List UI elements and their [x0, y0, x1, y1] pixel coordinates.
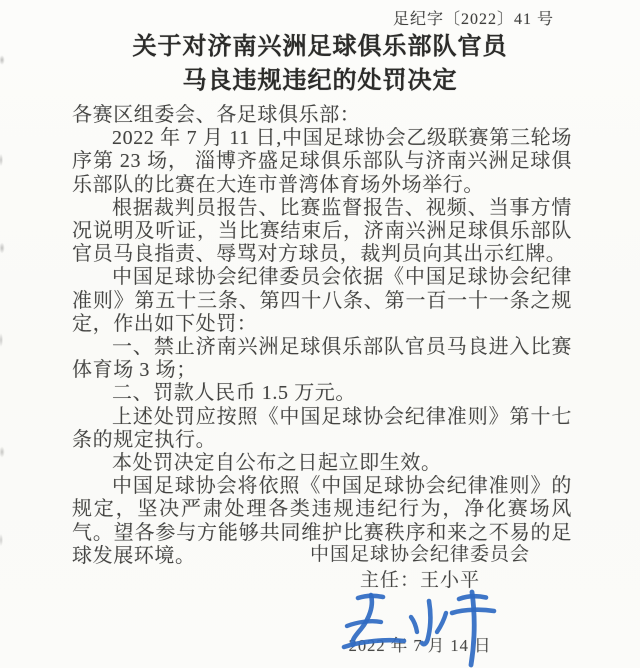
document-title-line-2: 马良违规违纪的处罚决定: [182, 68, 458, 94]
scan-edge-artifacts: [0, 0, 10, 668]
signature-signer-line: 主任：王小平: [359, 570, 480, 591]
handwritten-signature: [340, 588, 502, 668]
signature-organization: 中国足球协会纪律委员会: [309, 544, 530, 565]
document-body: [72, 104, 572, 568]
salutation: 各赛区组委会、各足球俱乐部：: [72, 104, 361, 126]
paragraph-match-info: 2022 年 7 月 11 日,中国足球协会乙级联赛第三轮场序第 23 场， 淄博齐盛足球俱乐部队与济南兴洲足球俱乐部队的比赛在大连市普湾体育场外场举行。: [72, 127, 572, 196]
signature-date: 2022 年 7 月 14 日: [348, 636, 492, 655]
paragraph-penalty-1: 一、禁止济南兴洲足球俱乐部队官员马良进入比赛体育场 3 场；: [72, 336, 572, 382]
paragraph-closing: 中国足球协会将依照《中国足球协会纪律准则》的规定，坚决严肃处理各类违规违纪行为，净化赛场风气。望各参与方能够共同维护比赛秩序和来之不易的足球发展环境。: [72, 475, 572, 567]
paragraph-effective-date: 本处罚决定自公布之日起立即生效。: [112, 452, 442, 475]
document-title: [0, 30, 640, 98]
paragraph-execution: 上述处罚应按照《中国足球协会纪律准则》第十七条的规定执行。: [72, 405, 572, 451]
paragraph-penalty-2: 二、罚款人民币 1.5 万元。: [112, 382, 356, 405]
document-number: 足纪字〔2022〕41 号: [392, 11, 554, 28]
document-title-line-1: 关于对济南兴洲足球俱乐部队官员: [132, 34, 508, 60]
signature-block: [280, 542, 560, 594]
paragraph-legal-basis: 中国足球协会纪律委员会依据《中国足球协会纪律准则》第五十三条、第四十八条、第一百一十一条之规定，作出如下处罚：: [72, 266, 572, 335]
paragraph-incident: 根据裁判员报告、比赛监督报告、视频、当事方情况说明及听证，当比赛结束后，济南兴洲足球俱乐部队官员马良指责、辱骂对方球员，裁判员向其出示红牌。: [72, 196, 572, 266]
